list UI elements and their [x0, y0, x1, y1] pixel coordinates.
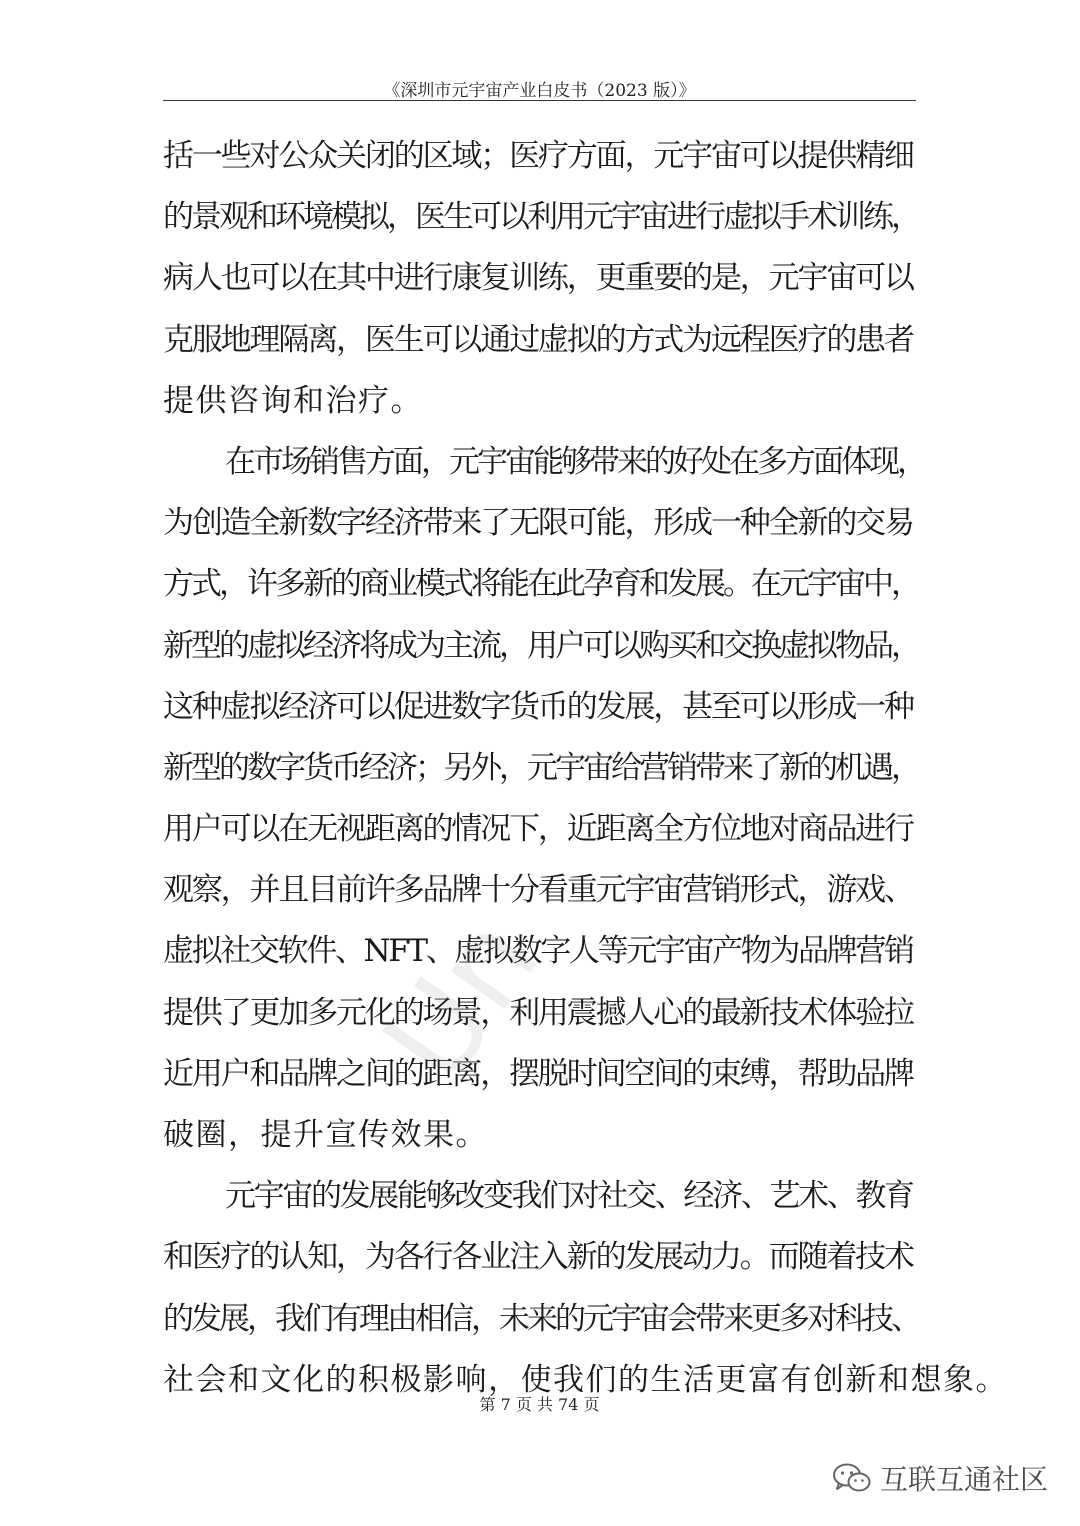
text-line: 克服地理隔离，医生可以通过虚拟的方式为远程医疗的患者: [163, 321, 913, 358]
text-line: 为创造全新数字经济带来了无限可能，形成一种全新的交易: [163, 505, 913, 542]
brand-name: 互联互通社区: [879, 1463, 1048, 1496]
paragraph-3: [163, 1166, 1008, 1411]
text-line: 病人也可以在其中进行康复训练，更重要的是，元宇宙可以: [163, 260, 913, 297]
text-line: 的景观和环境模拟，医生可以利用元宇宙进行虚拟手术训练，: [163, 199, 919, 236]
watermark: Un: [358, 892, 566, 1107]
text-line: 在市场销售方面，元宇宙能够带来的好处在多方面体现，: [225, 443, 925, 480]
text-line: 方式，许多新的商业模式将能在此孕育和发展。在元宇宙中，: [163, 566, 919, 603]
text-line: 和医疗的认知，为各行各业注入新的发展动力。而随着技术: [163, 1239, 913, 1276]
text-line: 破圈，提升宣传效果。: [163, 1117, 488, 1153]
header-divider: [163, 100, 916, 101]
text-line: 这种虚拟经济可以促进数字货币的发展，甚至可以形成一种: [163, 688, 913, 725]
wechat-icon: [832, 1462, 872, 1494]
document-body: [163, 126, 1008, 1411]
text-line: 虚拟社交软件、NFT、虚拟数字人等元宇宙产物为品牌营销: [163, 933, 913, 970]
text-line: 用户可以在无视距离的情况下，近距离全方位地对商品进行: [163, 811, 913, 848]
text-line: 括一些对公众关闭的区域；医疗方面，元宇宙可以提供精细: [163, 138, 913, 174]
text-line: 提供咨询和治疗。: [163, 382, 423, 419]
page-header-title: 《深圳市元宇宙产业白皮书（2023 版）》: [383, 81, 696, 101]
text-line: 新型的虚拟经济将成为主流，用户可以购买和交换虚拟物品，: [163, 627, 919, 664]
text-line: 元宇宙的发展能够改变我们对社交、经济、艺术、教育: [225, 1178, 913, 1215]
text-line: 社会和文化的积极影响，使我们的生活更富有创新和想象。: [163, 1361, 1008, 1398]
text-line: 的发展，我们有理由相信，未来的元宇宙会带来更多对科技、: [163, 1300, 919, 1337]
text-line: 提供了更加多元化的场景，利用震撼人心的最新技术体验拉: [163, 994, 913, 1031]
text-line: 近用户和品牌之间的距离，摆脱时间空间的束缚，帮助品牌: [163, 1055, 913, 1092]
paragraph-1: [163, 126, 923, 432]
brand-badge: [832, 1458, 1048, 1498]
paragraph-2: [163, 432, 923, 1166]
text-line: 观察，并且目前许多品牌十分看重元宇宙营销形式，游戏、: [163, 872, 913, 909]
text-line: 新型的数字货币经济；另外，元宇宙给营销带来了新的机遇，: [163, 749, 919, 786]
page-number: 第 7 页 共 74 页: [479, 1395, 600, 1414]
